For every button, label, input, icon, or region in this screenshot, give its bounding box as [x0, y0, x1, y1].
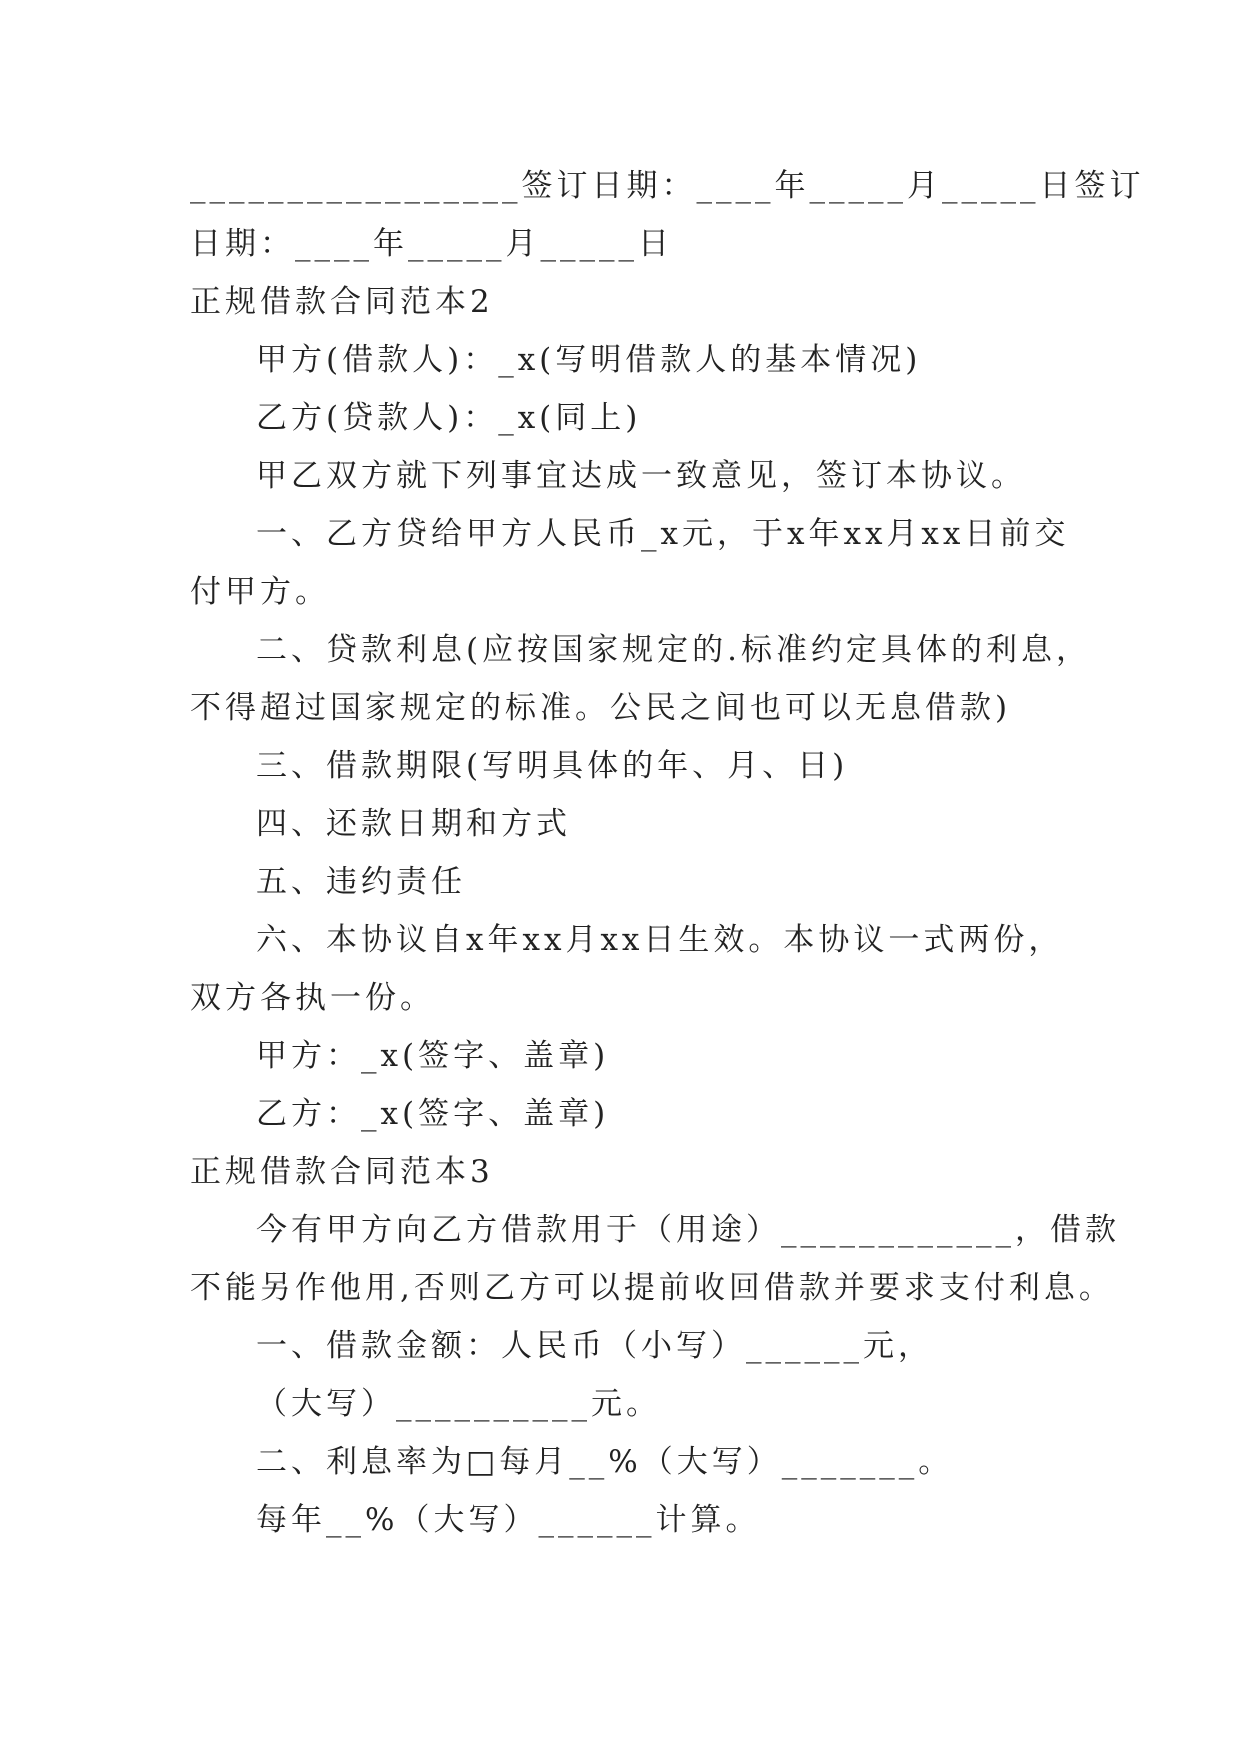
loan-amount-line-1: 一、借款金额：人民币（小写）______元， — [256, 1328, 933, 1364]
purpose-line-2: 不能另作他用,否则乙方可以提前收回借款并要求支付利息。 — [190, 1270, 1114, 1306]
clause-3: 三、借款期限(写明具体的年、月、日) — [256, 748, 849, 784]
party-b-line: 乙方(贷款人)：_x(同上) — [256, 400, 642, 436]
interest-rate-line-1: 二、利息率为□每月__%（大写）_______。 — [256, 1444, 954, 1480]
clause-2-line-2: 不得超过国家规定的标准。公民之间也可以无息借款) — [190, 690, 1012, 726]
clause-5: 五、违约责任 — [256, 864, 466, 900]
section-title-template-2: 正规借款合同范本2 — [190, 284, 494, 320]
clause-6-line-2: 双方各执一份。 — [190, 980, 435, 1016]
clause-1-line-1: 一、乙方贷给甲方人民币_x元，于x年xx月xx日前交 — [256, 516, 1070, 552]
agreement-intro: 甲乙双方就下列事宜达成一致意见，签订本协议。 — [256, 458, 1026, 494]
clause-4: 四、还款日期和方式 — [256, 806, 571, 842]
clause-2-line-1: 二、贷款利息(应按国家规定的.标准约定具体的利息， — [256, 632, 1091, 668]
interest-rate-line-2: 每年__%（大写）______计算。 — [256, 1502, 761, 1538]
party-a-line: 甲方(借款人)：_x(写明借款人的基本情况) — [256, 342, 922, 378]
section-title-template-3: 正规借款合同范本3 — [190, 1154, 494, 1190]
signing-date-line-1: _________________签订日期：____年_____月_____日签订 — [190, 168, 1145, 204]
signing-date-line-2: 日期：____年_____月_____日 — [190, 226, 673, 262]
purpose-line-1: 今有甲方向乙方借款用于（用途）____________，借款 — [256, 1212, 1120, 1248]
clause-1-line-2: 付甲方。 — [190, 574, 330, 610]
loan-amount-line-2: （大写）__________元。 — [256, 1386, 661, 1422]
clause-6-line-1: 六、本协议自x年xx月xx日生效。本协议一式两份， — [256, 922, 1064, 958]
party-b-signature: 乙方：_x(签字、盖章) — [256, 1096, 610, 1132]
party-a-signature: 甲方：_x(签字、盖章) — [256, 1038, 610, 1074]
